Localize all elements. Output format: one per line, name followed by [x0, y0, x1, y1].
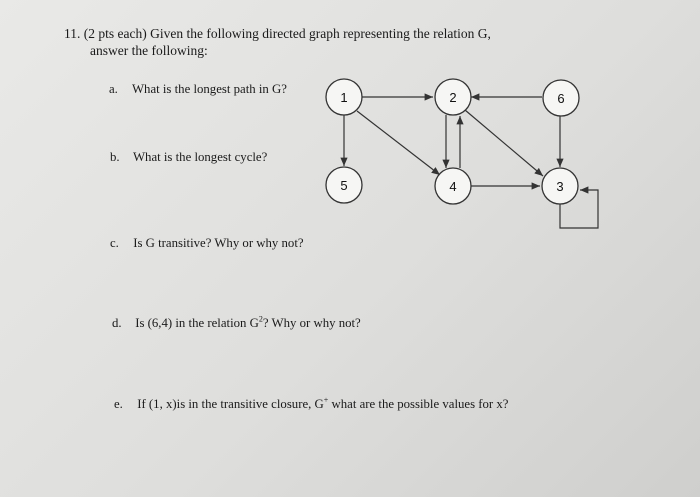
part-b: [110, 150, 267, 165]
part-b-letter: b.: [110, 150, 120, 164]
part-d: [112, 316, 361, 331]
node-6-label: 6: [557, 91, 565, 106]
question-header: 11. (2 pts each) Given the following directed graph representing the relation G,: [64, 26, 491, 41]
part-d-sup: 2: [258, 314, 263, 324]
part-e-letter: e.: [114, 397, 123, 411]
part-c: [110, 236, 304, 251]
node-2-label: 2: [449, 90, 457, 105]
node-5: [326, 167, 362, 203]
part-c-text: Is G transitive? Why or why not?: [133, 236, 304, 250]
part-e-text-pre: If (1, x)is in the transitive closure, G: [137, 397, 324, 411]
part-e-text-post: what are the possible values for x?: [328, 397, 509, 411]
part-a-text: What is the longest path in G?: [131, 82, 287, 96]
part-e-sup: +: [323, 395, 329, 405]
node-6: [543, 80, 579, 116]
part-c-letter: c.: [110, 236, 119, 250]
node-4: [435, 168, 471, 204]
node-3: [542, 168, 578, 204]
part-d-text-post: ? Why or why not?: [262, 316, 361, 330]
part-a-letter: a.: [109, 82, 118, 96]
node-1-label: 1: [340, 90, 348, 105]
node-5-label: 5: [340, 178, 348, 193]
question-header-cont: answer the following:: [90, 43, 208, 58]
directed-graph: [310, 70, 610, 240]
node-4-label: 4: [449, 179, 457, 194]
part-e: [114, 397, 508, 412]
node-2: [435, 79, 471, 115]
part-d-letter: d.: [112, 316, 122, 330]
part-d-text-pre: Is (6,4) in the relation G: [135, 316, 259, 330]
edge-1-4: [357, 111, 440, 175]
edge-2-3: [465, 110, 543, 176]
node-3-label: 3: [556, 179, 564, 194]
part-a: [109, 82, 287, 97]
node-1: [326, 79, 362, 115]
part-b-text: What is the longest cycle?: [132, 150, 268, 164]
